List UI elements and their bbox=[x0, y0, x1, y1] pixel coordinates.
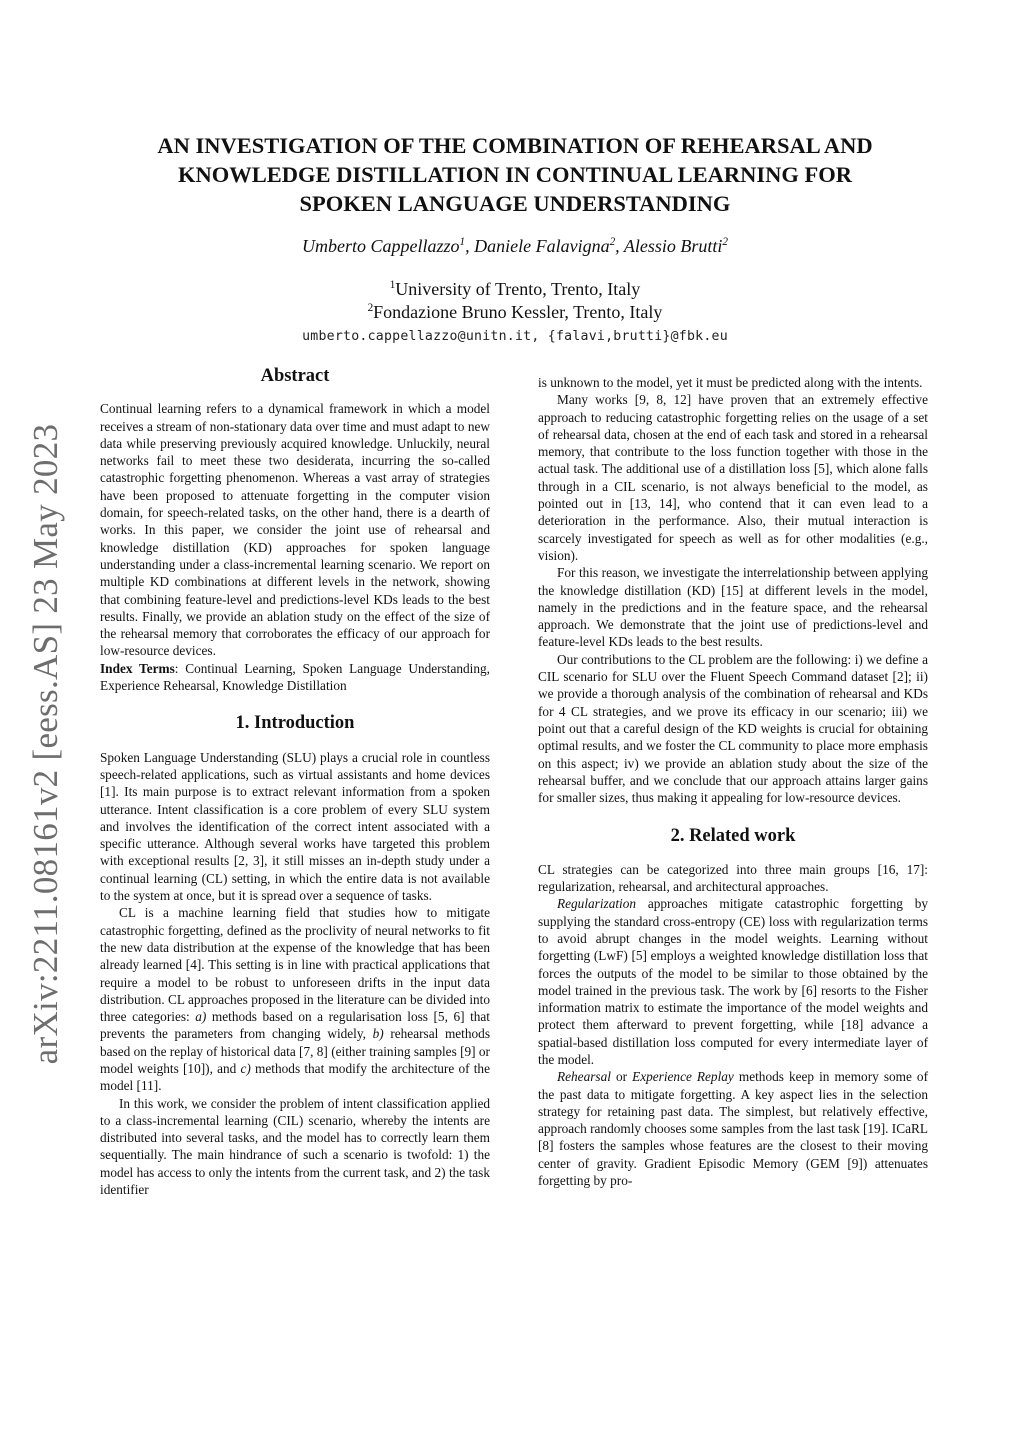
affiliation-2 bbox=[100, 302, 930, 323]
related-paragraph-3 bbox=[538, 1068, 928, 1189]
abstract-heading: Abstract bbox=[260, 366, 330, 386]
title-line-3: SPOKEN LANGUAGE UNDERSTANDING bbox=[299, 191, 731, 216]
introduction-heading: 1. Introduction bbox=[235, 713, 355, 734]
author-name: Alessio Brutti bbox=[623, 236, 723, 256]
author-affil-mark: 2 bbox=[722, 236, 728, 248]
author-emails: umberto.cappellazzo@unitn.it, {falavi,brutti}@fbk.eu bbox=[302, 329, 728, 344]
text-run: methods that modify the architecture of the model [11]. bbox=[100, 1060, 490, 1094]
affiliation-mark: 2 bbox=[367, 302, 374, 314]
related-paragraph-2 bbox=[538, 895, 928, 1068]
author-name: Umberto Cappellazzo bbox=[302, 236, 460, 256]
author-affil-mark: 1 bbox=[459, 236, 466, 248]
intro-paragraph-3: In this work, we consider the problem of intent classification applied to a class-incremental learning (CIL) scenario, whereby the intents are distributed into several tasks, and the model has to correctly learn them sequentially. The main hindrance of such a scenario is twofold: 1) the model has access to only the intents from the current task, and 2) the task identifier bbox=[100, 1095, 490, 1198]
emphasis-term: Regularization bbox=[557, 896, 637, 912]
index-terms bbox=[100, 660, 490, 695]
affiliation-1 bbox=[100, 279, 930, 300]
intro-paragraph-2 bbox=[100, 904, 490, 1094]
affiliation-text: Fondazione Bruno Kessler, Trento, Italy bbox=[373, 302, 663, 322]
text-run: CL is a machine learning field that studies how to mitigate catastrophic forgetting, defined as the proclivity of neural networks to fit the new data distribution at the expense of the knowledge that has been already learned [4]. This setting is in line with practical applications that require a model to be robust to unforeseen drifts in the input data distribution. CL approaches proposed in the literature can be divided into three categories: bbox=[100, 905, 490, 1025]
author-affil-mark: 2 bbox=[609, 236, 616, 248]
intro-paragraph-5: For this reason, we investigate the interrelationship between applying the knowledge distillation (KD) [15] at different levels in the model, namely in the predictions and in the feature space, and the rehearsal approach. We demonstrate that the joint use of predictions-level and feature-level KDs leads to the best results. bbox=[538, 565, 928, 650]
author-separator: , bbox=[615, 236, 624, 256]
title-line-1: AN INVESTIGATION OF THE COMBINATION OF REHEARSAL AND bbox=[157, 133, 873, 158]
related-work-heading: 2. Related work bbox=[670, 826, 796, 847]
author-list bbox=[100, 236, 930, 257]
arxiv-identifier: arXiv:2211.08161v2 [eess.AS] 23 May 2023 bbox=[26, 423, 65, 1065]
emphasis-term: Rehearsal bbox=[557, 1069, 611, 1085]
right-column bbox=[538, 374, 928, 1189]
left-column bbox=[100, 368, 490, 1198]
text-run: rehearsal methods based on the replay of historical data [7, 8] (either training samples [9] or model weights [10]), and bbox=[100, 1026, 490, 1076]
paper-title bbox=[100, 131, 930, 218]
text-run: methods based on a regularisation loss [5, 6] that prevents the parameters from changing widely, bbox=[100, 1009, 491, 1042]
intro-paragraph-4: Many works [9, 8, 12] have proven that an extremely effective approach to reducing catastrophic forgetting relies on the usage of a set of rehearsal data, chosen at the end of each task and stored in a rehearsal memory, that contribute to the loss function together with those in the actual task. The additional use of a distillation loss [5], which alone falls through in a CIL scenario, is not always beneficial to the model, as pointed out in [13, 14], who contend that it can even lead to a deterioration in the performance. Also, their mutual interaction is scarcely investigated for speech as well as for other modalities (e.g., vision). bbox=[538, 392, 928, 563]
index-terms-text: : Continual Learning, Spoken Language Understanding, Experience Rehearsal, Knowledge Distillation bbox=[100, 660, 490, 694]
index-terms-label: Index Terms bbox=[100, 660, 175, 676]
affiliation-mark: 1 bbox=[389, 279, 396, 291]
text-run: or bbox=[610, 1069, 633, 1085]
list-marker: c) bbox=[240, 1060, 251, 1076]
text-run: approaches mitigate catastrophic forgetting by supplying the standard cross-entropy (CE) loss with regularization terms to avoid abrupt changes in the model weights. Learning without forgetting (LwF) [5] employs a weighted knowledge distillation loss that forces the outputs of the model to be similar to those obtained by the model trained in the previous task. The work by [6] resorts to the Fisher information matrix to estimate the importance of the model weights and protect them afterward to prevent forgetting, while [18] advance a spatial-based distillation loss computed for every intermediate layer of the model. bbox=[538, 896, 928, 1067]
list-marker: a) bbox=[195, 1009, 207, 1025]
intro-paragraph-3-continued: is unknown to the model, yet it must be predicted along with the intents. bbox=[538, 375, 923, 390]
text-run: methods keep in memory some of the past data to mitigate forgetting. A key aspect lies in the selection strategy for retaining past data. The simplest, but relatively effective, approach randomly chooses some samples from the last task [19]. ICaRL [8] fosters the samples whose features are the closest to their moving center of gravity. Gradient Episodic Memory (GEM [9]) attenuates forgetting by pro- bbox=[538, 1069, 928, 1189]
title-line-2: KNOWLEDGE DISTILLATION IN CONTINUAL LEARNING FOR bbox=[177, 162, 853, 187]
related-paragraph-1: CL strategies can be categorized into three main groups [16, 17]: regularization, rehearsal, and architectural approaches. bbox=[538, 861, 928, 895]
affiliation-text: University of Trento, Trento, Italy bbox=[395, 279, 641, 299]
emphasis-term: Experience Replay bbox=[632, 1069, 734, 1085]
list-marker: b) bbox=[372, 1026, 384, 1042]
author-separator: , bbox=[465, 236, 475, 256]
intro-paragraph-6: Our contributions to the CL problem are the following: i) we define a CIL scenario for SLU over the Fluent Speech Command dataset [2]; ii) we provide a thorough analysis of the combination of rehearsal and KDs for 4 CL strategies, and we prove its efficacy in our scenario; iii) we point out that a careful design of the KD weights is crucial for obtaining optimal results, and we foster the CL community to place more emphasis on this aspect; iv) we provide an ablation study about the size of the rehearsal buffer, and we conclude that our approach attains larger gains for smaller sizes, thus making it appealing for low-resource devices. bbox=[538, 651, 928, 806]
author-name: Daniele Falavigna bbox=[474, 236, 610, 256]
abstract-text: Continual learning refers to a dynamical framework in which a model receives a stream of non-stationary data over time and must adapt to new data while preserving previously acquired knowledge. Unluckily, neural networks fail to meet these two desiderata, incurring the so-called catastrophic forgetting phenomenon. Whereas a vast array of strategies have been proposed to attenuate forgetting in the computer vision domain, for speech-related tasks, on the other hand, there is a dearth of works. In this paper, we consider the joint use of rehearsal and knowledge distillation (KD) approaches for spoken language understanding under a class-incremental learning scenario. We report on multiple KD combinations at different levels in the network, showing that combining feature-level and predictions-level KDs leads to the best results. Finally, we provide an ablation study on the effect of the size of the rehearsal memory that corroborates the efficacy of our approach for low-resource devices. bbox=[100, 401, 490, 659]
intro-paragraph-1: Spoken Language Understanding (SLU) plays a crucial role in countless speech-related applications, such as virtual assistants and home devices [1]. Its main purpose is to extract relevant information from a spoken utterance. Intent classification is a core problem of every SLU system and involves the identification of the correct intent associated with a specific utterance. Although several works have targeted this problem with exceptional results [2, 3], it still misses an in-depth study under a continual learning (CL) setting, in which the entire data is not available to the system at once, but it is spread over a sequence of tasks. bbox=[100, 749, 490, 904]
